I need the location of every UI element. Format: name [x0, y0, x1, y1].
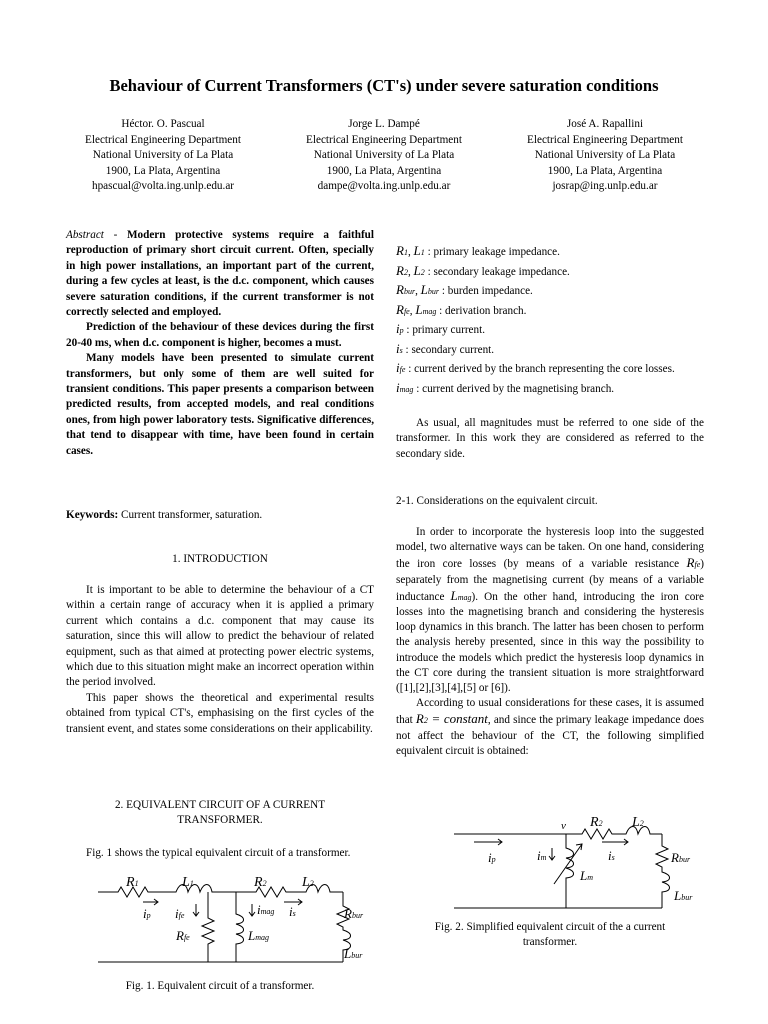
author-email: hpascual@volta.ing.unlp.edu.ar [91, 180, 235, 193]
fig2-caption-line2: transformer. [522, 936, 578, 949]
section-2-body [66, 846, 374, 861]
def-row-3: Rbur, Lbur : burden impedance. [396, 282, 533, 297]
author-univ: National University of La Plata [534, 149, 676, 162]
def-row-1: R1, L1 : primary leakage impedance. [396, 243, 560, 258]
fig1-label-ip: ip [143, 906, 151, 921]
fig1-label-Rfe: Rfe [176, 928, 190, 943]
abstract-label: Abstract [66, 229, 104, 241]
fig2-label-v: v [561, 820, 566, 832]
considerations-p1: In order to incorporate the hysteresis loop into the suggested model, two alternative ways can be taken. On one hand, considering the iron core losses (by means of a variable resistance Rfe) separately from the magnetising current (by means of a variable inductance Lmag). On the other hand, introducing the iron core losses into the magnetising branch and considering the hysteresis loop dynamics in this branch. The latter has been chosen to perform the analysis hereby presented, since in this way the possibility to introduce the models which predict the hysteresis loop dynamics in the CT core during the transient situation is more straightforward ([1],[2],[3],[4],[5] or [6]). [396, 526, 704, 695]
author-dept: Electrical Engineering Department [306, 133, 462, 146]
abstract-p1: Modern protective systems require a faithful reproduction of primary short circuit current. Often, specially in high power installations, an important part of the current, during a few cycles at least, is the d.c. component, which causes severe saturation conditions, if the current transformer is not correctly selected and employed. [66, 229, 374, 319]
section-1-heading: 1. INTRODUCTION [172, 553, 268, 565]
fig1-label-Lmag: Lmag [248, 928, 270, 943]
author-name: José A. Rapallini [566, 118, 644, 130]
subsection-2-1-heading: 2-1. Considerations on the equivalent circuit. [396, 495, 598, 507]
def-row-4: Rfe, Lmag : derivation branch. [396, 301, 527, 317]
fig1-circuit-diagram [88, 870, 380, 974]
considerations-p2: According to usual considerations for these cases, it is assumed that R2 = constant, and since the primary leakage impedance does not affect the behaviour of the CT, the following simplified equivalent circuit is obtained: [396, 697, 705, 757]
author-block-1 [48, 117, 278, 195]
abstract-dash: - [103, 229, 127, 241]
fig1-label-L2: L2 [302, 875, 314, 890]
fig2-circuit-diagram [450, 812, 710, 912]
fig2-label-ip: ip [488, 850, 496, 865]
fig2-label-is: is [608, 848, 615, 863]
author-name: Héctor. O. Pascual [121, 118, 205, 130]
author-block-2 [269, 117, 499, 195]
symbol-definitions [396, 242, 704, 398]
author-univ: National University of La Plata [92, 149, 234, 162]
fig2-label-R2: R2 [590, 815, 603, 830]
fig2-label-Rbur: Rbur [671, 850, 691, 865]
def-row-7: ife : current derived by the branch representing the core losses. [396, 360, 675, 375]
abstract-p2: Prediction of the behaviour of these devices during the first 20-40 ms, when d.c. component is higher, becomes a must. [66, 321, 374, 349]
author-email: josrap@ing.unlp.edu.ar [552, 180, 658, 193]
author-city: 1900, La Plata, Argentina [547, 164, 663, 177]
paper-title: Behaviour of Current Transformers (CT's) under severe saturation conditions [109, 76, 659, 95]
abstract [66, 228, 374, 459]
section-1-body [66, 583, 374, 737]
abstract-p3: Many models have been presented to simulate current transformers, but only some of them are well suited for transient conditions. This paper presents a comparison between predicted results, from accepted models, and real conditions ones, from high power laboratory tests. Significative differences, that tend to disappear with time, have been found in certain cases. [66, 352, 374, 457]
author-univ: National University of La Plata [313, 149, 455, 162]
def-row-5: ip : primary current. [396, 321, 486, 336]
author-block-3 [490, 117, 720, 195]
fig1-label-Rbur: Rbur [344, 906, 364, 921]
fig1-caption: Fig. 1. Equivalent circuit of a transformer. [125, 980, 315, 992]
fig1-label-R2: R2 [254, 875, 267, 890]
considerations-body [396, 525, 704, 759]
intro-p1: It is important to be able to determine the behaviour of a CT within a certain range of accuracy when it is applied a primary current which contains a d.c. component that may cause its saturation, since this will allow to predict the behaviour of related equipment, such as that aimed at protecting power electric systems, which due to this situation might make an incorrect operation within the period involved. [66, 584, 374, 689]
fig2-caption [396, 920, 704, 951]
author-dept: Electrical Engineering Department [527, 133, 683, 146]
author-name: Jorge L. Dampé [348, 118, 420, 130]
author-city: 1900, La Plata, Argentina [105, 164, 221, 177]
keywords-text: Current transformer, saturation. [118, 509, 263, 521]
def-row-2: R2, L2 : secondary leakage impedance. [396, 262, 570, 278]
section-2-heading-line1: 2. EQUIVALENT CIRCUIT OF A CURRENT [114, 799, 326, 811]
fig1-label-Lbur: Lbur [344, 946, 363, 961]
fig2-caption-line1: Fig. 2. Simplified equivalent circuit of the a current [434, 921, 666, 933]
author-city: 1900, La Plata, Argentina [326, 164, 442, 177]
section-2-heading-line2: TRANSFORMER. [177, 814, 263, 827]
usual-paragraph: As usual, all magnitudes must be referred to one side of the transformer. In this work they are considered as referred to the secondary side. [396, 417, 704, 460]
fig2-label-Lbur: Lbur [674, 888, 693, 903]
fig1-label-R1: R1 [126, 875, 139, 890]
keywords-label: Keywords: [66, 509, 119, 521]
author-email: dampe@volta.ing.unlp.edu.ar [317, 180, 451, 193]
fig1-label-is: is [289, 904, 296, 919]
fig2-label-Lm: Lm [580, 868, 594, 883]
keywords [66, 508, 374, 523]
fig2-label-L2: L2 [632, 815, 644, 830]
def-row-8: imag : current derived by the magnetising branch. [396, 379, 615, 395]
intro-p2: This paper shows the theoretical and experimental results obtained from typical CT's, emphasising on the first cycles of the transient event, and states some considerations on their applicability. [66, 691, 374, 735]
fig2-label-im: im [537, 848, 547, 863]
fig1-label-L1: L1 [182, 875, 194, 890]
author-dept: Electrical Engineering Department [85, 133, 241, 146]
def-row-6: is : secondary current. [396, 340, 495, 356]
fig1-label-imag: imag [257, 902, 275, 917]
fig1-label-ife: ife [175, 906, 185, 921]
section-2-p1: Fig. 1 shows the typical equivalent circuit of a transformer. [86, 847, 351, 859]
section-2-heading [66, 798, 374, 829]
